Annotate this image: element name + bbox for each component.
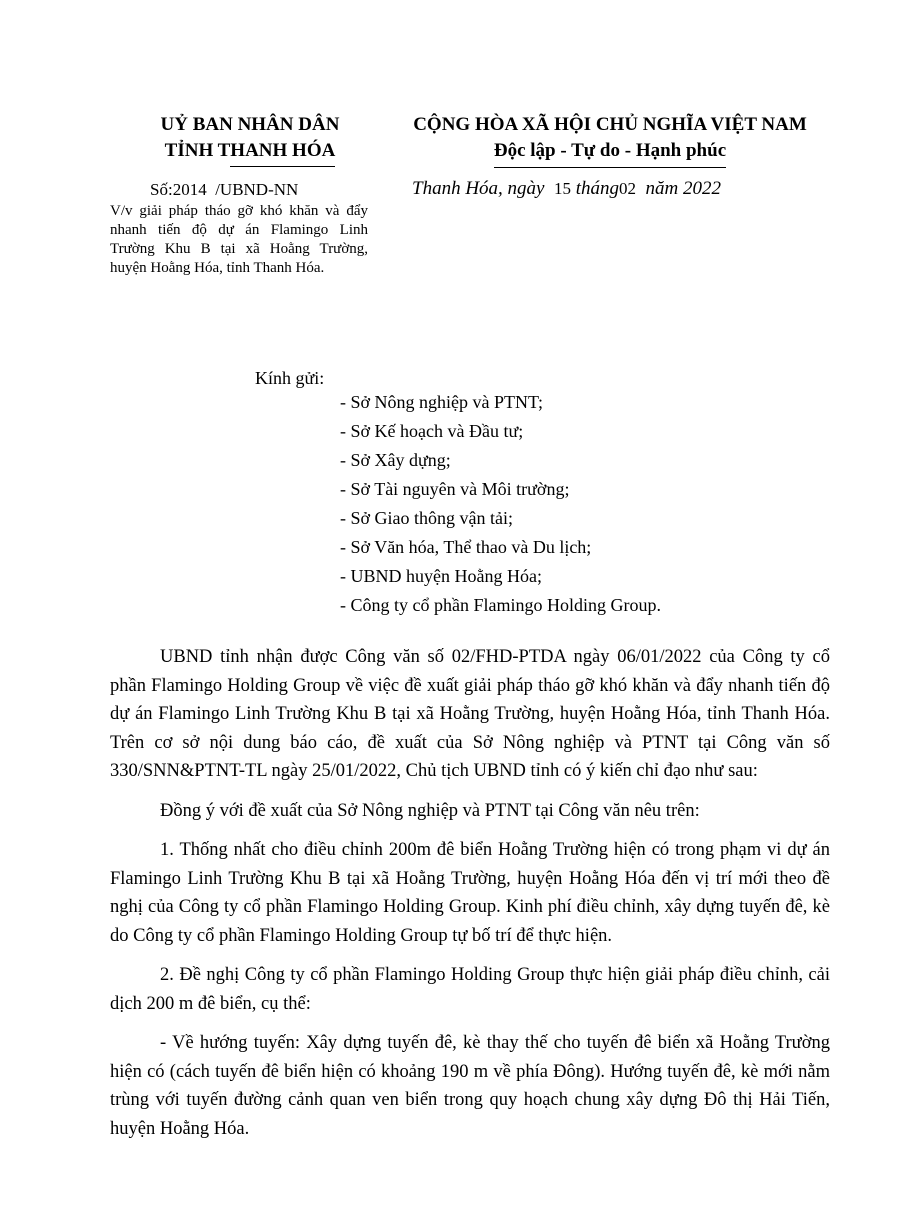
date-month: 02 — [619, 179, 637, 198]
body-paragraph: Đồng ý với đề xuất của Sở Nông nghiệp và PTNT tại Công văn nêu trên: — [160, 800, 700, 821]
body-paragraph: 2. Đề nghị Công ty cổ phần Flamingo Holding Group thực hiện giải pháp điều chỉnh, cải dịch 200 m đê biển, cụ thể: — [110, 965, 830, 1014]
body-paragraph: 1. Thống nhất cho điều chỉnh 200m đê biển Hoằng Trường hiện có trong phạm vi dự án Flamingo Linh Trường Khu B tại xã Hoằng Trường, huyện Hoằng Hóa đến vị trí mới theo đề nghị của Công ty cổ phần Flamingo Holding Group. Kinh phí điều chỉnh, xây dựng tuyến đê, kè do Công ty cổ phần Flamingo Holding Group tự bố trí để thực hiện. — [110, 840, 830, 946]
document-subject: V/v giải pháp tháo gỡ khó khăn và đẩy nhanh tiến độ dự án Flamingo Linh Trường Khu B tại xã Hoằng Trường, huyện Hoằng Hóa, tỉnh Thanh Hóa. — [110, 203, 368, 276]
body-paragraph: - Về hướng tuyến: Xây dựng tuyến đê, kè thay thế cho tuyến đê biển xã Hoằng Trường hiện có (cách tuyến đê biển hiện có khoảng 190 m về phía Đông). Hướng tuyến đê, kè mới nằm trùng với tuyến đường cảnh quan ven biển trong quy hoạch chung xây dựng Đô thị Hải Tiến, huyện Hoằng Hóa. — [110, 1033, 830, 1139]
recipient-item: - UBND huyện Hoằng Hóa; — [340, 566, 542, 586]
body-paragraph: UBND tỉnh nhận được Công văn số 02/FHD-PTDA ngày 06/01/2022 của Công ty cổ phần Flamingo Holding Group về việc đề xuất giải pháp tháo gỡ khó khăn và đẩy nhanh tiến độ dự án Flamingo Linh Trường Khu B tại xã Hoằng Trường, huyện Hoằng Hóa, tỉnh Thanh Hóa. Trên cơ sở nội dung báo cáo, đề xuất của Sở Nông nghiệp và PTNT tại Công văn số 330/SNN&PTNT-TL ngày 25/01/2022, Chủ tịch UBND tỉnh có ý kiến chỉ đạo như sau: — [110, 647, 830, 781]
doc-number-suffix: /UBND-NN — [215, 180, 299, 199]
recipients-label: Kính gửi: — [255, 368, 325, 388]
agency-underline — [230, 166, 336, 167]
recipient-item: - Sở Nông nghiệp và PTNT; — [340, 392, 544, 412]
document-number — [150, 180, 298, 200]
motto-underline — [494, 167, 726, 168]
date-year: năm 2022 — [645, 178, 721, 199]
recipient-item: - Sở Giao thông vận tải; — [340, 508, 513, 528]
doc-number-value: 2014 — [172, 180, 207, 199]
document-body — [110, 643, 830, 1154]
recipient-item: - Sở Kế hoạch và Đầu tư; — [340, 421, 524, 441]
date-day: 15 — [553, 179, 571, 198]
motto-text: Độc lập - Tự do - Hạnh phúc — [493, 140, 727, 161]
recipient-item: - Công ty cổ phần Flamingo Holding Group. — [340, 595, 661, 615]
date-month-label: tháng — [575, 178, 620, 199]
recipients-list — [340, 388, 661, 620]
issuing-agency — [120, 112, 380, 164]
recipient-item: - Sở Văn hóa, Thể thao và Du lịch; — [340, 537, 592, 557]
agency-line2 — [165, 138, 336, 164]
doc-number-prefix: Số: — [150, 180, 173, 199]
national-heading — [380, 112, 840, 164]
motto — [494, 138, 726, 164]
agency-line2-text: TỈNH THANH HÓA — [164, 140, 336, 161]
recipient-item: - Sở Xây dựng; — [340, 450, 451, 470]
nation-name: CỘNG HÒA XÃ HỘI CHỦ NGHĨA VIỆT NAM — [413, 114, 807, 135]
agency-line1: UỶ BAN NHÂN DÂN — [160, 114, 340, 135]
date-line — [412, 178, 721, 200]
date-place: Thanh Hóa, ngày — [412, 178, 545, 199]
recipient-item: - Sở Tài nguyên và Môi trường; — [340, 479, 570, 499]
